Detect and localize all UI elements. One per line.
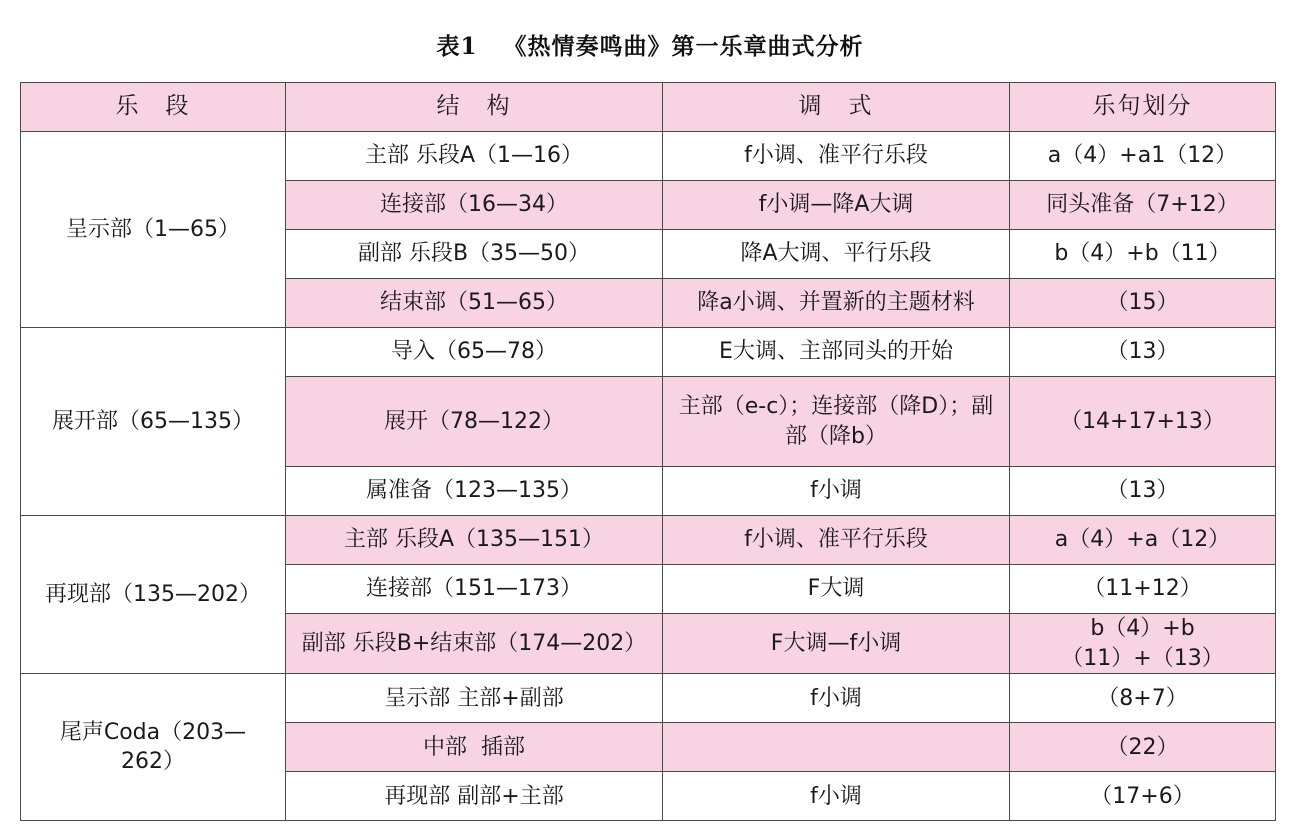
mode-cell: f小调	[663, 467, 1010, 516]
phrase-cell: （14+17+13）	[1010, 377, 1276, 467]
phrase-cell: （11+12）	[1010, 565, 1276, 614]
section-cell: 尾声Coda（203—262）	[21, 674, 286, 821]
structure-cell: 副部 乐段B+结束部（174—202）	[286, 614, 663, 674]
phrase-cell: （13）	[1010, 467, 1276, 516]
phrase-cell: b（4）+b（11）	[1010, 230, 1276, 279]
structure-cell: 副部 乐段B（35—50）	[286, 230, 663, 279]
structure-cell: 中部 插部	[286, 723, 663, 772]
table-number: 表1	[436, 33, 478, 60]
table-row	[21, 328, 1276, 377]
section-cell: 再现部（135—202）	[21, 516, 286, 674]
table-row	[21, 132, 1276, 181]
phrase-cell: 同头准备（7+12）	[1010, 181, 1276, 230]
mode-cell: f小调、准平行乐段	[663, 132, 1010, 181]
header-section: 乐 段	[21, 83, 286, 132]
table-row	[21, 674, 1276, 723]
mode-cell: 降A大调、平行乐段	[663, 230, 1010, 279]
mode-cell: 降a小调、并置新的主题材料	[663, 279, 1010, 328]
mode-cell: 主部（e-c）；连接部（降D）；副部（降b）	[663, 377, 1010, 467]
form-analysis-table	[20, 82, 1276, 821]
header-mode: 调 式	[663, 83, 1010, 132]
phrase-cell: （17+6）	[1010, 772, 1276, 821]
table-caption	[0, 28, 1300, 61]
mode-cell: F大调—f小调	[663, 614, 1010, 674]
header-phrase: 乐句划分	[1010, 83, 1276, 132]
structure-cell: 属准备（123—135）	[286, 467, 663, 516]
structure-cell: 呈示部 主部+副部	[286, 674, 663, 723]
mode-cell: f小调	[663, 674, 1010, 723]
section-cell: 展开部（65—135）	[21, 328, 286, 516]
table-row	[21, 516, 1276, 565]
structure-cell: 连接部（16—34）	[286, 181, 663, 230]
structure-cell: 展开（78—122）	[286, 377, 663, 467]
phrase-cell: a（4）+a1（12）	[1010, 132, 1276, 181]
header-structure: 结 构	[286, 83, 663, 132]
mode-cell: E大调、主部同头的开始	[663, 328, 1010, 377]
mode-cell: f小调、准平行乐段	[663, 516, 1010, 565]
phrase-cell: b（4）+b（11）+（13）	[1010, 614, 1276, 674]
structure-cell: 主部 乐段A（135—151）	[286, 516, 663, 565]
table-title: 《热情奏鸣曲》第一乐章曲式分析	[503, 33, 864, 60]
mode-cell: f小调	[663, 772, 1010, 821]
mode-cell	[663, 723, 1010, 772]
mode-cell: F大调	[663, 565, 1010, 614]
mode-cell: f小调—降A大调	[663, 181, 1010, 230]
structure-cell: 导入（65—78）	[286, 328, 663, 377]
phrase-cell: （8+7）	[1010, 674, 1276, 723]
structure-cell: 主部 乐段A（1—16）	[286, 132, 663, 181]
structure-cell: 连接部（151—173）	[286, 565, 663, 614]
section-cell: 呈示部（1—65）	[21, 132, 286, 328]
phrase-cell: （13）	[1010, 328, 1276, 377]
phrase-cell: （15）	[1010, 279, 1276, 328]
structure-cell: 结束部（51—65）	[286, 279, 663, 328]
phrase-cell: （22）	[1010, 723, 1276, 772]
header-row	[21, 83, 1276, 132]
phrase-cell: a（4）+a（12）	[1010, 516, 1276, 565]
structure-cell: 再现部 副部+主部	[286, 772, 663, 821]
